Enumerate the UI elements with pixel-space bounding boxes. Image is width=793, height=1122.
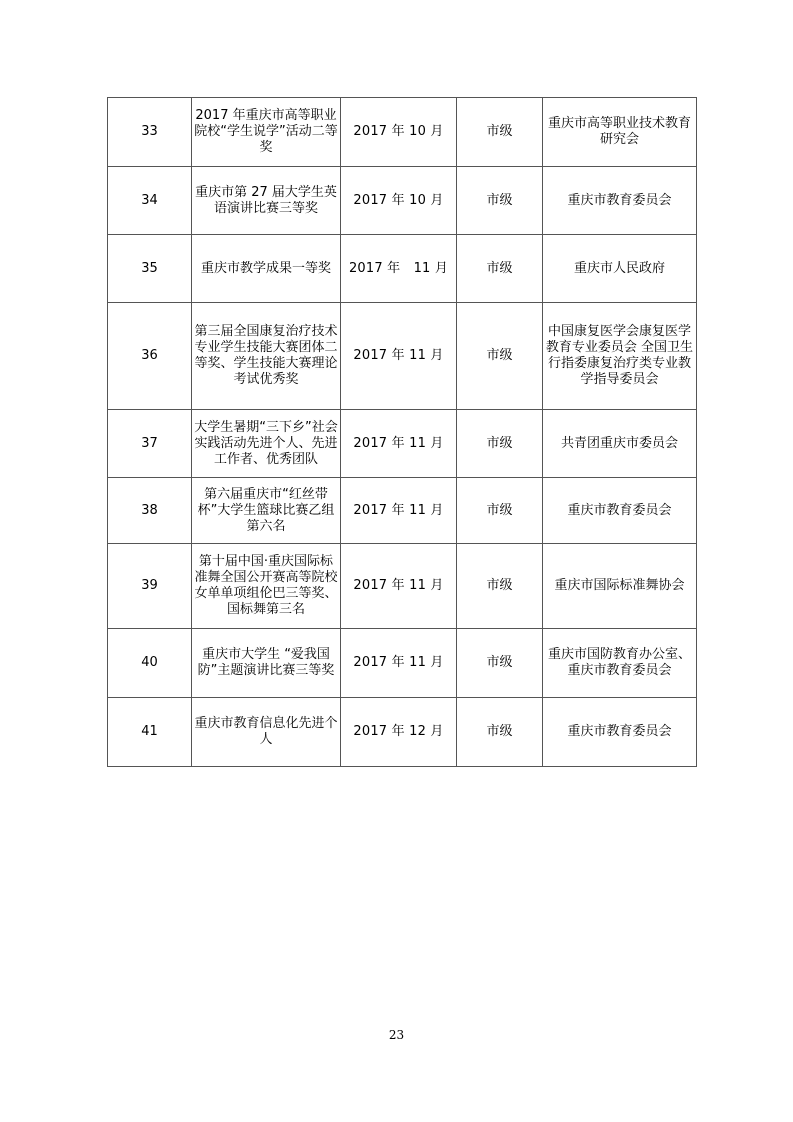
award-issuer: 重庆市国防教育办公室、重庆市教育委员会 bbox=[543, 629, 697, 698]
award-date: 2017 年 10 月 bbox=[341, 167, 457, 235]
award-name: 重庆市教学成果一等奖 bbox=[192, 235, 341, 303]
award-level: 市级 bbox=[457, 98, 543, 167]
award-name: 重庆市教育信息化先进个人 bbox=[192, 698, 341, 767]
table-row bbox=[108, 235, 697, 303]
award-name: 重庆市大学生 “爱我国防”主题演讲比赛三等奖 bbox=[192, 629, 341, 698]
table-row bbox=[108, 98, 697, 167]
award-issuer: 重庆市教育委员会 bbox=[543, 167, 697, 235]
award-date: 2017 年 11 月 bbox=[341, 410, 457, 478]
award-level: 市级 bbox=[457, 410, 543, 478]
table-row bbox=[108, 478, 697, 544]
award-date: 2017 年 11 月 bbox=[341, 544, 457, 629]
award-issuer: 共青团重庆市委员会 bbox=[543, 410, 697, 478]
award-date: 2017 年 11 月 bbox=[341, 235, 457, 303]
award-issuer: 中国康复医学会康复医学教育专业委员会 全国卫生行指委康复治疗类专业教学指导委员会 bbox=[543, 303, 697, 410]
award-date: 2017 年 12 月 bbox=[341, 698, 457, 767]
table-row bbox=[108, 698, 697, 767]
table-row bbox=[108, 167, 697, 235]
award-issuer: 重庆市教育委员会 bbox=[543, 478, 697, 544]
award-date: 2017 年 11 月 bbox=[341, 303, 457, 410]
award-level: 市级 bbox=[457, 303, 543, 410]
table-row bbox=[108, 303, 697, 410]
row-number: 33 bbox=[108, 98, 192, 167]
award-name: 第三届全国康复治疗技术专业学生技能大赛团体二等奖、学生技能大赛理论考试优秀奖 bbox=[192, 303, 341, 410]
row-number: 38 bbox=[108, 478, 192, 544]
award-level: 市级 bbox=[457, 167, 543, 235]
award-issuer: 重庆市高等职业技术教育研究会 bbox=[543, 98, 697, 167]
page-number: 23 bbox=[388, 1028, 405, 1042]
award-level: 市级 bbox=[457, 629, 543, 698]
award-level: 市级 bbox=[457, 544, 543, 629]
award-level: 市级 bbox=[457, 235, 543, 303]
award-date: 2017 年 11 月 bbox=[341, 478, 457, 544]
award-name: 大学生暑期“三下乡”社会实践活动先进个人、先进工作者、优秀团队 bbox=[192, 410, 341, 478]
row-number: 39 bbox=[108, 544, 192, 629]
award-name: 第六届重庆市“红丝带杯”大学生篮球比赛乙组第六名 bbox=[192, 478, 341, 544]
award-level: 市级 bbox=[457, 698, 543, 767]
award-level: 市级 bbox=[457, 478, 543, 544]
row-number: 34 bbox=[108, 167, 192, 235]
table-row bbox=[108, 544, 697, 629]
awards-table bbox=[107, 97, 697, 767]
table-row bbox=[108, 629, 697, 698]
row-number: 40 bbox=[108, 629, 192, 698]
award-issuer: 重庆市教育委员会 bbox=[543, 698, 697, 767]
row-number: 36 bbox=[108, 303, 192, 410]
row-number: 35 bbox=[108, 235, 192, 303]
award-date: 2017 年 11 月 bbox=[341, 629, 457, 698]
table-row bbox=[108, 410, 697, 478]
award-name: 重庆市第 27 届大学生英语演讲比赛三等奖 bbox=[192, 167, 341, 235]
award-issuer: 重庆市人民政府 bbox=[543, 235, 697, 303]
award-name: 第十届中国·重庆国际标准舞全国公开赛高等院校女单单项组伦巴三等奖、国标舞第三名 bbox=[192, 544, 341, 629]
row-number: 41 bbox=[108, 698, 192, 767]
award-issuer: 重庆市国际标准舞协会 bbox=[543, 544, 697, 629]
award-name: 2017 年重庆市高等职业院校“学生说学”活动二等奖 bbox=[192, 98, 341, 167]
award-date: 2017 年 10 月 bbox=[341, 98, 457, 167]
row-number: 37 bbox=[108, 410, 192, 478]
